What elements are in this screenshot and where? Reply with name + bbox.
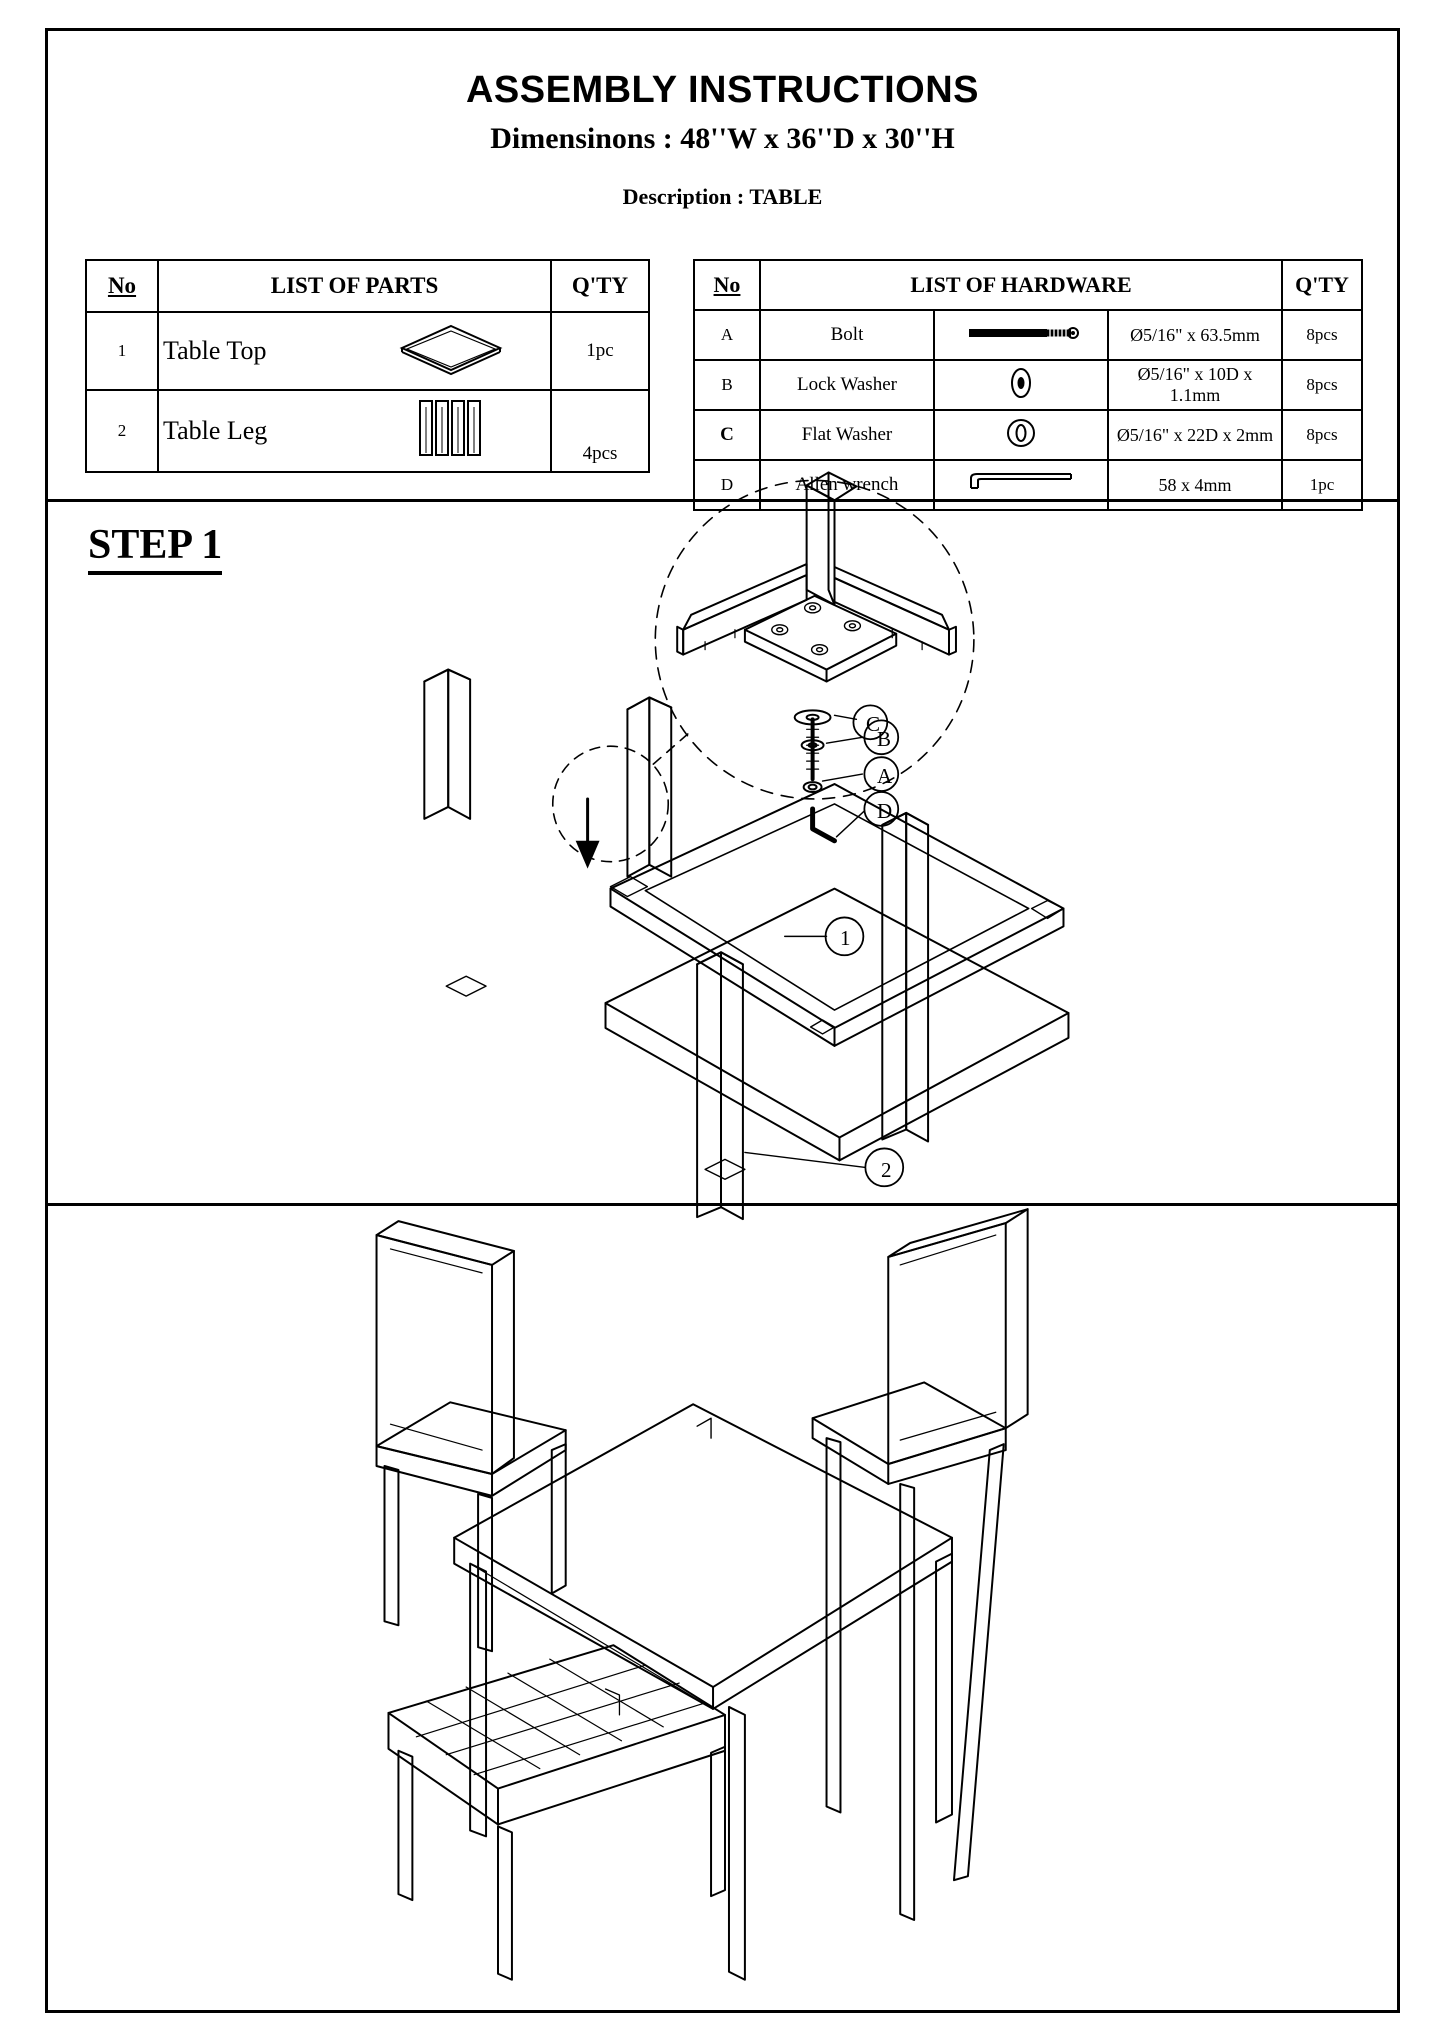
callout-hardware-a: A [877, 764, 893, 788]
hardware-row-name: Flat Washer [760, 410, 934, 460]
callout-hardware-b: B [877, 727, 892, 751]
step-1-label: STEP 1 [88, 521, 222, 575]
hardware-row-qty: 8pcs [1282, 410, 1362, 460]
hardware-row-name: Allen wrench [760, 460, 934, 510]
hardware-row-no: D [694, 460, 760, 510]
hardware-row-spec: Ø5/16" x 10D x 1.1mm [1108, 360, 1282, 410]
hardware-row-no: B [694, 360, 760, 410]
hardware-row-spec: Ø5/16" x 22D x 2mm [1108, 410, 1282, 460]
hardware-row-no: C [694, 410, 760, 460]
hardware-row-qty: 8pcs [1282, 360, 1362, 410]
hardware-col-no: No [694, 260, 760, 310]
description-line: Description : TABLE [622, 184, 823, 209]
hardware-row-qty: 8pcs [1282, 310, 1362, 360]
callout-part-1: 1 [840, 926, 851, 950]
callout-layer [48, 31, 1397, 2010]
parts-row-no: 2 [86, 390, 158, 472]
hardware-row-qty: 1pc [1282, 460, 1362, 510]
hardware-row-spec: Ø5/16" x 63.5mm [1108, 310, 1282, 360]
hardware-col-name: LIST OF HARDWARE [760, 260, 1282, 310]
parts-col-no: No [86, 260, 158, 312]
parts-row-no: 1 [86, 312, 158, 390]
hardware-row-name: Lock Washer [760, 360, 934, 410]
hardware-row-no: A [694, 310, 760, 360]
instruction-sheet [45, 28, 1400, 2013]
parts-col-qty: Q'TY [551, 260, 649, 312]
hardware-row-spec: 58 x 4mm [1108, 460, 1282, 510]
parts-row-label: Table Leg [163, 416, 268, 445]
parts-row-qty: 4pcs [551, 390, 649, 472]
hardware-col-qty: Q'TY [1282, 260, 1362, 310]
parts-col-name: LIST OF PARTS [158, 260, 551, 312]
callout-hardware-c: C [866, 712, 881, 736]
parts-row-qty: 1pc [551, 312, 649, 390]
callout-part-2: 2 [881, 1158, 892, 1182]
callout-hardware-d: D [877, 799, 893, 823]
hardware-row-name: Bolt [760, 310, 934, 360]
page-title: ASSEMBLY INSTRUCTIONS [465, 69, 980, 111]
parts-row-label: Table Top [163, 336, 267, 365]
dimensions-line: Dimensinons : 48''W x 36''D x 30''H [490, 122, 955, 155]
